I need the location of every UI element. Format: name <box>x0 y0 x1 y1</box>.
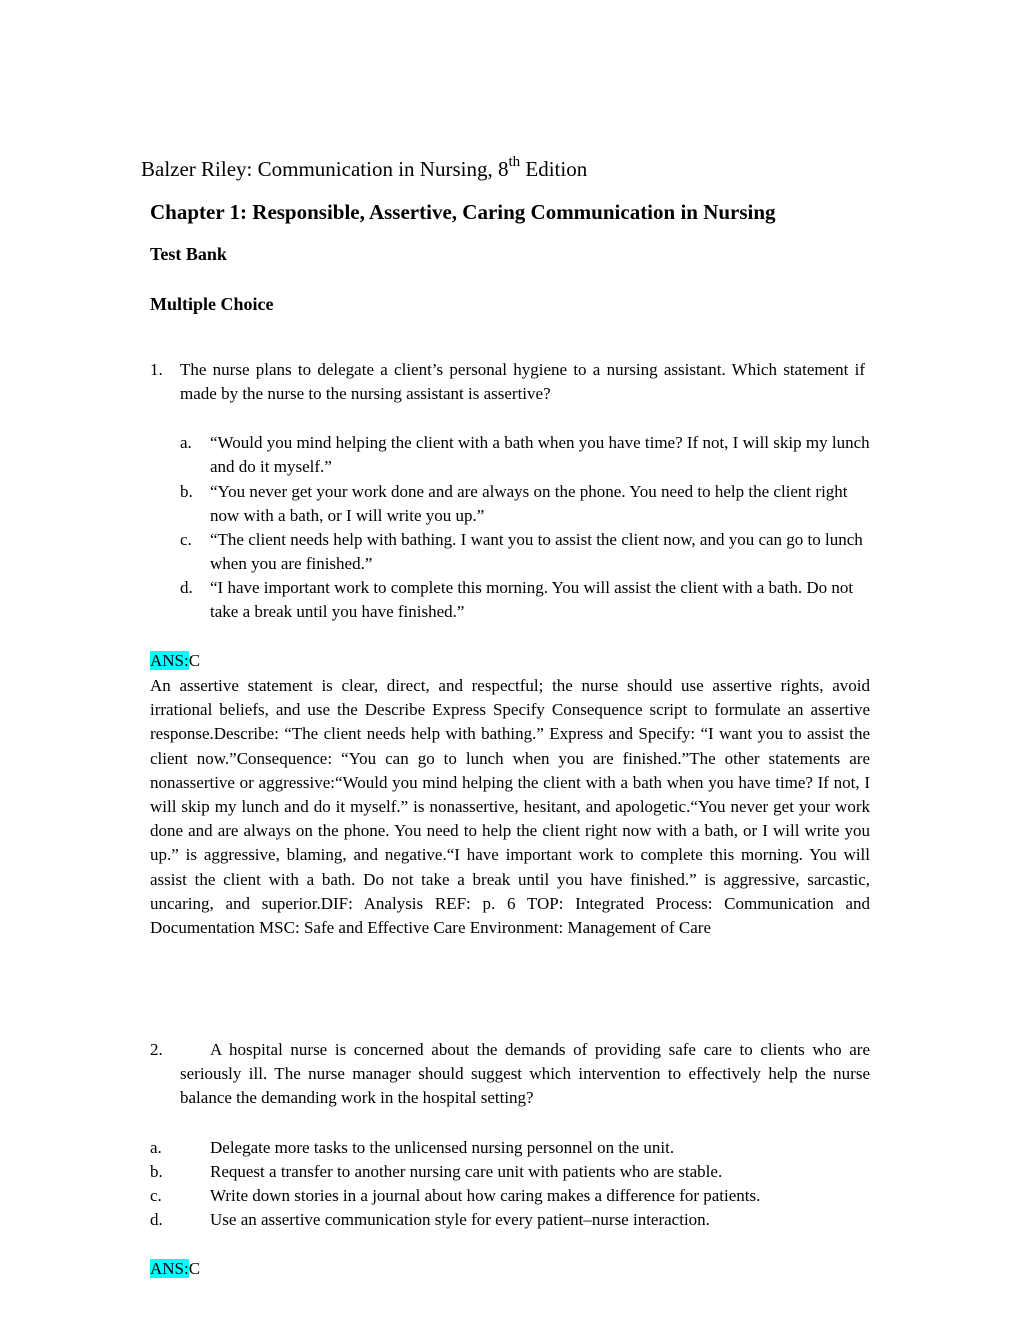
question-1 <box>150 358 870 408</box>
choice-text: “You never get your work done and are always on the phone. You need to help the client right now with a bath, or I will write you up.” <box>210 482 848 526</box>
answer-label: ANS: <box>150 651 189 670</box>
choice-text: “I have important work to complete this morning. You will assist the client with a bath. Do not take a break until you have finished.” <box>210 578 854 622</box>
chapter-title: Chapter 1: Responsible, Assertive, Caring Communication in Nursing <box>150 200 776 224</box>
choice-letter: a. <box>180 433 192 452</box>
choice-1b <box>180 480 870 528</box>
choice-text: “Would you mind helping the client with a bath when you have time? If not, I will skip my lunch and do it myself.” <box>210 433 870 477</box>
choice-letter: c. <box>180 530 192 549</box>
choice-text: Request a transfer to another nursing care unit with patients who are stable. <box>210 1162 723 1181</box>
answer-1 <box>150 650 200 672</box>
choice-text: “The client needs help with bathing. I want you to assist the client now, and you can go to lunch when you are finished.” <box>210 530 863 574</box>
choice-letter: d. <box>150 1210 163 1229</box>
choice-2a <box>150 1136 870 1160</box>
question-number: 2. <box>150 1040 163 1059</box>
edition-superscript: th <box>508 154 521 170</box>
test-bank-label: Test Bank <box>150 244 227 264</box>
choice-1c <box>180 528 870 576</box>
choice-2d <box>150 1208 870 1232</box>
choice-letter: a. <box>150 1138 162 1157</box>
book-title: Balzer Riley: Communication in Nursing, 8th Edition <box>141 154 588 181</box>
choice-text: Use an assertive communication style for every patient–nurse interaction. <box>210 1210 710 1229</box>
answer-label: ANS: <box>150 1259 189 1278</box>
choice-letter: d. <box>180 578 193 597</box>
section-label: Multiple Choice <box>150 294 274 314</box>
choice-text: Write down stories in a journal about how caring makes a difference for patients. <box>210 1186 761 1205</box>
answer-2 <box>150 1258 200 1280</box>
choice-2b <box>150 1160 870 1184</box>
answer-value: C <box>188 651 201 670</box>
rationale-1: An assertive statement is clear, direct, and respectful; the nurse should use assertive rights, avoid irrational beliefs, and use the Describe Express Specify Consequence script to formulate an assertive response.Describe: “The client needs help with bathing.” Express and Specify: “I want you to assist the client now.”Consequence: “You can go to lunch when you are finished.”The other statements are nonassertive or aggressive:“Would you mind helping the client with a bath when you have time? If not, I will skip my lunch and do it myself.” is nonassertive, hesitant, and apologetic.“You never get your work done and are always on the phone. You need to help the client right now with a bath, or I will write you up.” is aggressive, blaming, and negative.“I have important work to complete this morning. You will assist the client with a bath. Do not take a break until you have finished.” is aggressive, sarcastic, uncaring, and superior.DIF: Analysis REF: p. 6 TOP: Integrated Process: Communication and Documentation MSC: Safe and Effective Care Environment: Management of Care <box>150 676 870 938</box>
choice-letter: b. <box>180 482 193 501</box>
question-2 <box>150 1038 870 1112</box>
choice-1a <box>180 431 870 479</box>
choice-text: Delegate more tasks to the unlicensed nursing personnel on the unit. <box>210 1138 675 1157</box>
question-stem: A hospital nurse is concerned about the demands of providing safe care to clients who are seriously ill. The nurse manager should suggest which intervention to effectively help the nurse balance the demanding work in the hospital setting? <box>180 1040 870 1108</box>
choice-letter: b. <box>150 1162 163 1181</box>
choice-letter: c. <box>150 1186 162 1205</box>
question-stem: The nurse plans to delegate a client’s personal hygiene to a nursing assistant. Which statement if made by the nurse to the nursing assistant is assertive? <box>180 360 865 404</box>
answer-value: C <box>188 1259 201 1278</box>
choice-1d <box>180 576 870 624</box>
choice-2c <box>150 1184 870 1208</box>
question-number: 1. <box>150 360 163 379</box>
